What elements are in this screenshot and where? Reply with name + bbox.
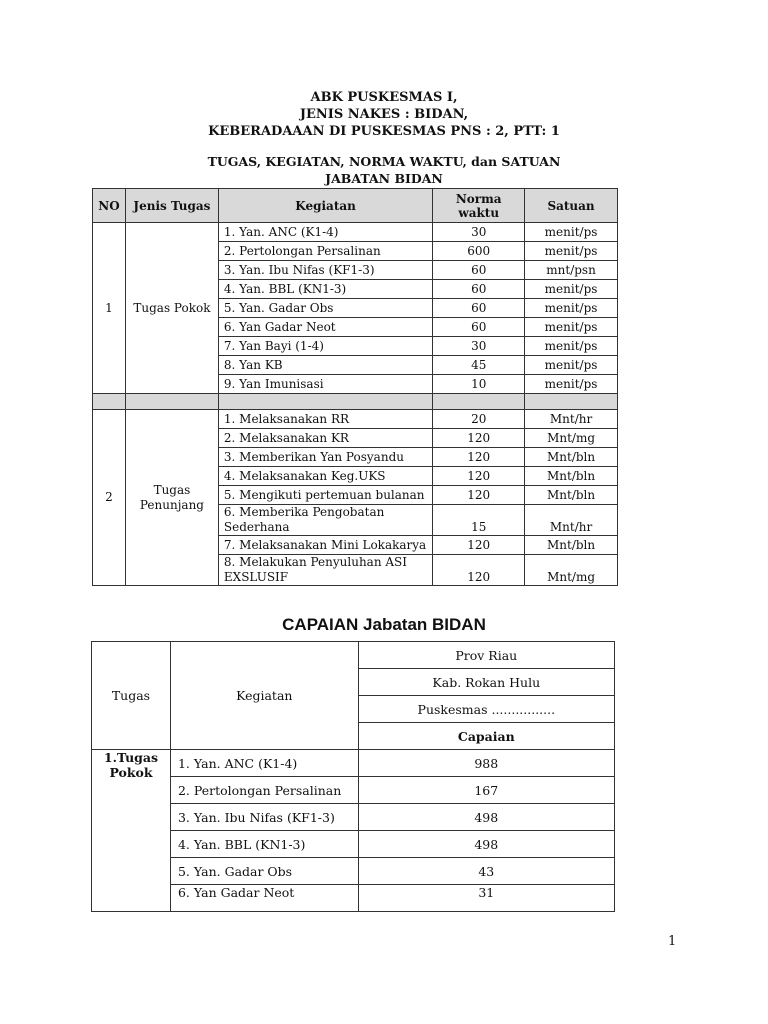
kegiatan-cell: 5. Mengikuti pertemuan bulanan [218,486,432,505]
kegiatan-cell: 6. Yan Gadar Neot [170,885,358,912]
header-tugas: Tugas [92,642,171,750]
header-jenis-tugas: Jenis Tugas [125,189,218,223]
table-title-line-2: JABATAN BIDAN [325,171,443,186]
capaian-cell: 498 [358,804,614,831]
table-row [92,750,615,777]
norma-cell: 60 [433,299,525,318]
kegiatan-cell: 4. Melaksanakan Keg.UKS [218,467,432,486]
satuan-cell: Mnt/bln [525,536,618,555]
satuan-cell: Mnt/bln [525,467,618,486]
satuan-cell: menit/ps [525,356,618,375]
satuan-cell: Mnt/hr [525,505,618,536]
norma-cell: 45 [433,356,525,375]
group-no: 2 [93,410,126,586]
satuan-cell: menit/ps [525,223,618,242]
norma-cell: 600 [433,242,525,261]
norma-cell: 120 [433,429,525,448]
header-kab: Kab. Rokan Hulu [358,669,614,696]
table-row [92,804,615,831]
kegiatan-cell: 5. Yan. Gadar Obs [170,858,358,885]
header-kegiatan: Kegiatan [170,642,358,750]
kegiatan-cell: 8. Yan KB [218,356,432,375]
kegiatan-cell: 3. Memberikan Yan Posyandu [218,448,432,467]
kegiatan-cell: 2. Pertolongan Persalinan [170,777,358,804]
kegiatan-cell: 1. Yan. ANC (K1-4) [218,223,432,242]
table-row [93,410,618,429]
norma-cell: 60 [433,261,525,280]
table-header-row [93,189,618,223]
header-capaian: Capaian [358,723,614,750]
header-prov: Prov Riau [358,642,614,669]
table-title [0,153,768,187]
tugas-table [92,188,618,586]
satuan-cell: menit/ps [525,337,618,356]
norma-cell: 120 [433,467,525,486]
satuan-cell: menit/ps [525,299,618,318]
satuan-cell: mnt/psn [525,261,618,280]
group-jenis-tugas: Tugas Penunjang [125,410,218,586]
norma-cell: 15 [433,505,525,536]
kegiatan-cell: 1. Melaksanakan RR [218,410,432,429]
capaian-title: CAPAIAN Jabatan BIDAN [282,615,486,634]
header-line-2: JENIS NAKES : BIDAN, [299,107,469,122]
norma-cell: 30 [433,223,525,242]
separator-row [93,394,618,410]
kegiatan-cell: 2. Melaksanakan KR [218,429,432,448]
satuan-cell: Mnt/hr [525,410,618,429]
header-norma-waktu: Norma waktu [433,189,525,223]
satuan-cell: Mnt/mg [525,429,618,448]
table-row [92,777,615,804]
group-jenis-tugas: Tugas Pokok [125,223,218,394]
norma-cell: 20 [433,410,525,429]
capaian-cell: 167 [358,777,614,804]
kegiatan-cell: 4. Yan. BBL (KN1-3) [218,280,432,299]
document-header [0,89,768,140]
capaian-table [91,641,615,912]
kegiatan-cell: 3. Yan. Ibu Nifas (KF1-3) [218,261,432,280]
header-line-3: KEBERADAAAN DI PUSKESMAS PNS : 2, PTT: 1 [208,124,560,139]
header-kegiatan: Kegiatan [218,189,432,223]
satuan-cell: menit/ps [525,375,618,394]
kegiatan-cell: 1. Yan. ANC (K1-4) [170,750,358,777]
kegiatan-cell: 6. Yan Gadar Neot [218,318,432,337]
norma-cell: 120 [433,486,525,505]
norma-cell: 120 [433,555,525,586]
satuan-cell: menit/ps [525,318,618,337]
capaian-cell: 31 [358,885,614,912]
header-no: NO [93,189,126,223]
norma-cell: 10 [433,375,525,394]
kegiatan-cell: 5. Yan. Gadar Obs [218,299,432,318]
norma-cell: 120 [433,448,525,467]
satuan-cell: menit/ps [525,280,618,299]
table-row [93,223,618,242]
table-row [92,858,615,885]
kegiatan-cell: 8. Melakukan Penyuluhan ASI EXSLUSIF [218,555,432,586]
norma-cell: 60 [433,318,525,337]
satuan-cell: Mnt/bln [525,448,618,467]
capaian-header-row [92,642,615,669]
kegiatan-cell: 3. Yan. Ibu Nifas (KF1-3) [170,804,358,831]
capaian-cell: 43 [358,858,614,885]
capaian-cell: 988 [358,750,614,777]
kegiatan-cell: 4. Yan. BBL (KN1-3) [170,831,358,858]
header-satuan: Satuan [525,189,618,223]
kegiatan-cell: 9. Yan Imunisasi [218,375,432,394]
capaian-cell: 498 [358,831,614,858]
kegiatan-cell: 7. Yan Bayi (1-4) [218,337,432,356]
table-row [92,831,615,858]
norma-cell: 120 [433,536,525,555]
table-row [92,885,615,912]
kegiatan-cell: 6. Memberika Pengobatan Sederhana [218,505,432,536]
table-title-line-1: TUGAS, KEGIATAN, NORMA WAKTU, dan SATUAN [207,154,561,169]
header-line-1: ABK PUSKESMAS I, [310,90,458,105]
satuan-cell: Mnt/mg [525,555,618,586]
satuan-cell: Mnt/bln [525,486,618,505]
norma-cell: 60 [433,280,525,299]
page-number: 1 [668,934,677,949]
header-puskesmas: Puskesmas ................ [358,696,614,723]
kegiatan-cell: 2. Pertolongan Persalinan [218,242,432,261]
norma-cell: 30 [433,337,525,356]
satuan-cell: menit/ps [525,242,618,261]
group-no: 1 [93,223,126,394]
group-tugas-pokok: 1.Tugas Pokok [92,750,171,912]
kegiatan-cell: 7. Melaksanakan Mini Lokakarya [218,536,432,555]
